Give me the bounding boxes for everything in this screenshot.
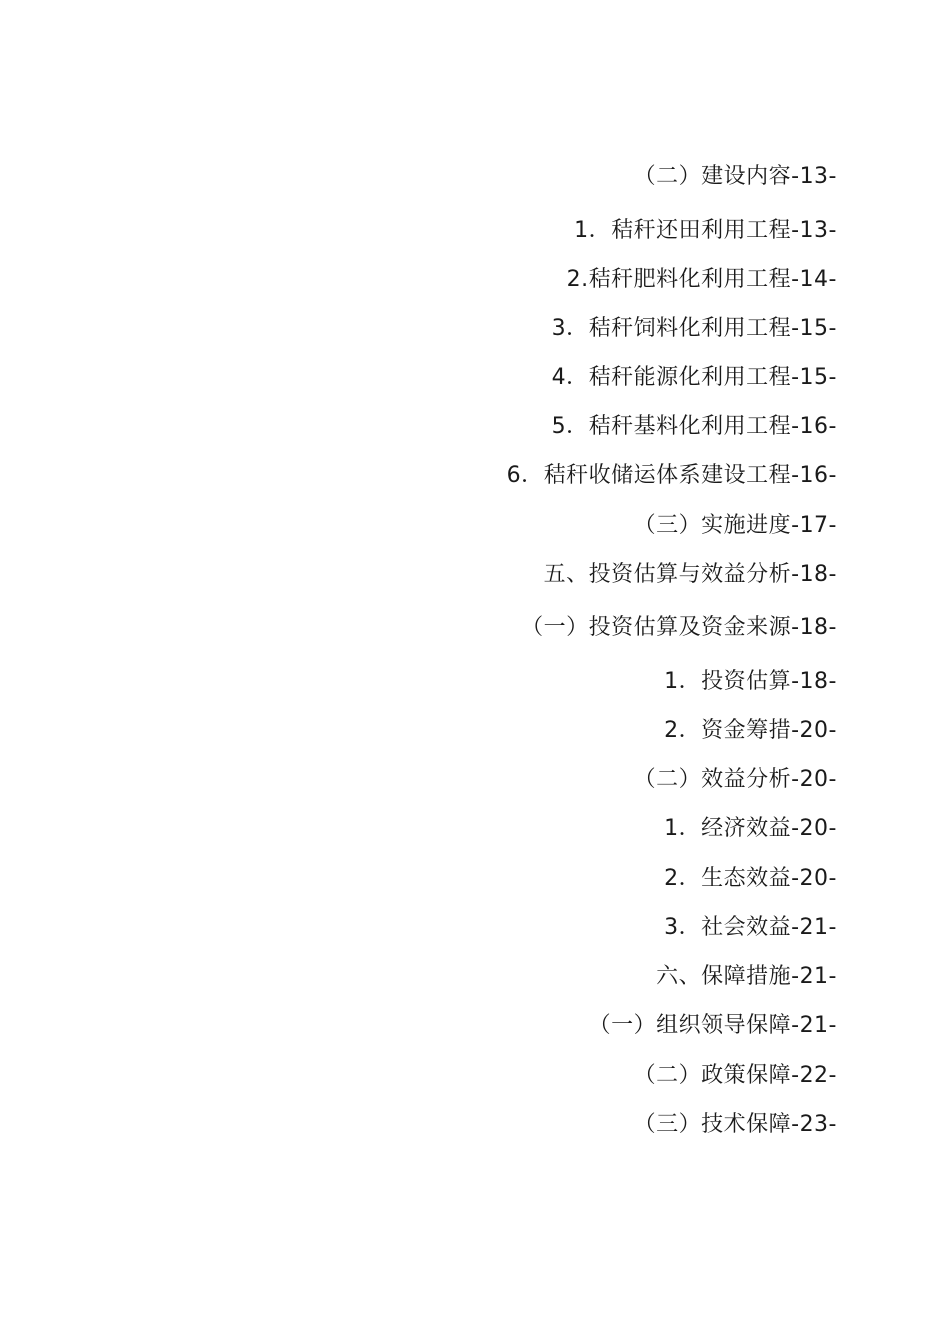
toc-entry-investment-benefit-analysis[interactable]: 五、投资估算与效益分析-18-	[543, 562, 837, 587]
toc-entry-social-benefit[interactable]: 3．社会效益-21-	[664, 915, 837, 940]
toc-entry-implementation-schedule[interactable]: （三）实施进度-17-	[633, 513, 837, 538]
toc-entry-straw-feed[interactable]: 3．秸秆饲料化利用工程-15-	[551, 316, 837, 341]
toc-entry-straw-collection-storage[interactable]: 6．秸秆收储运体系建设工程-16-	[506, 463, 837, 488]
toc-entry-ecological-benefit[interactable]: 2．生态效益-20-	[664, 866, 837, 891]
toc-entry-benefit-analysis[interactable]: （二）效益分析-20-	[633, 767, 837, 792]
toc-entry-organizational-leadership[interactable]: （一）组织领导保障-21-	[588, 1013, 837, 1038]
toc-entry-investment-estimate[interactable]: 1．投资估算-18-	[664, 669, 837, 694]
toc-entry-technical-guarantee[interactable]: （三）技术保障-23-	[633, 1112, 837, 1137]
toc-entry-economic-benefit[interactable]: 1．经济效益-20-	[664, 816, 837, 841]
toc-entry-investment-funding-source[interactable]: （一）投资估算及资金来源-18-	[521, 615, 837, 640]
toc-entry-straw-substrate[interactable]: 5．秸秆基料化利用工程-16-	[551, 414, 837, 439]
toc-entry-straw-return-field[interactable]: 1．秸秆还田利用工程-13-	[574, 218, 837, 243]
toc-entry-straw-fertilizer[interactable]: 2.秸秆肥料化利用工程-14-	[566, 267, 837, 292]
toc-entry-construction-content[interactable]: （二）建设内容-13-	[633, 164, 837, 189]
toc-entry-straw-energy[interactable]: 4．秸秆能源化利用工程-15-	[551, 365, 837, 390]
toc-entry-fund-raising[interactable]: 2．资金筹措-20-	[664, 718, 837, 743]
toc-entry-policy-guarantee[interactable]: （二）政策保障-22-	[633, 1063, 837, 1088]
toc-entry-safeguard-measures[interactable]: 六、保障措施-21-	[656, 964, 837, 989]
